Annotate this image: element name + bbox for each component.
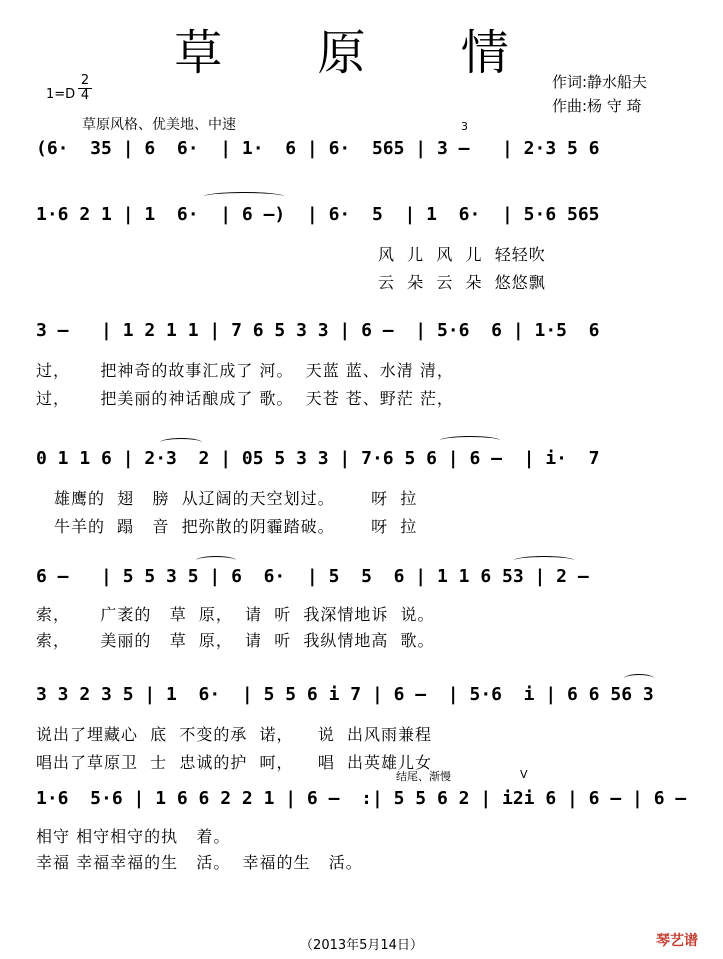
site-logo: 琴艺谱 <box>656 933 698 949</box>
slur <box>204 192 284 201</box>
notes-row-7: 1·6 5·6 | 1 6 6 2 2 1 | 6 – :| 5 5 6 2 | i2i 6 | 6 – | 6 – <box>36 788 687 809</box>
notes-row-2: 1·6 2 1 | 1 6· | 6 –) | 6· 5 | 1 6· | 5·6 565 <box>36 204 600 225</box>
credits <box>552 70 647 118</box>
lyric-row-2-verse-2: 云 朵 云 朵 悠悠飘 <box>378 273 546 292</box>
lyric-row-4-verse-2: 牛羊的 蹋 音 把弥散的阴霾踏破。 呀 拉 <box>54 517 418 536</box>
slur <box>160 438 202 447</box>
lyric-row-2-verse-1: 风 儿 风 儿 轻轻吹 <box>378 245 546 264</box>
slur <box>196 556 236 565</box>
lyric-row-3-verse-2: 过， 把美丽的神话酿成了 歌。 天苍 苍、野茫 茫， <box>36 389 454 408</box>
lyric-row-5-verse-2: 索， 美丽的 草 原， 请 听 我纵情地高 歌。 <box>36 631 435 650</box>
meter-top: 2 <box>80 73 90 88</box>
lyric-row-4-verse-1: 雄鹰的 翅 膀 从辽阔的天空划过。 呀 拉 <box>54 489 418 508</box>
key-signature: 1=D <box>46 87 76 102</box>
lyric-row-6-verse-2: 唱出了草原卫 士 忠诚的护 呵， 唱 出英雄儿女 <box>36 753 433 772</box>
notes-row-5: 6 – | 5 5 3 5 | 6 6· | 5 5 6 | 1 1 6 53 | 2 – <box>36 566 589 587</box>
notes-row-1: (6· 35 | 6 6· | 1· 6 | 6· 565 | 3 – | 2·3 5 6 <box>36 138 600 159</box>
lyric-row-6-verse-1: 说出了埋藏心 底 不变的承 诺， 说 出风雨兼程 <box>36 725 433 744</box>
time-signature <box>78 74 92 103</box>
slur <box>624 674 654 683</box>
composer: 作曲:杨 守 琦 <box>552 97 642 115</box>
meter-bottom: 4 <box>78 88 92 103</box>
ending-marking: 结尾、渐慢 <box>396 770 451 783</box>
lyricist: 作词:静水船夫 <box>552 73 648 91</box>
lyric-row-5-verse-1: 索， 广袤的 草 原， 请 听 我深情地诉 说。 <box>36 605 435 624</box>
slur <box>514 556 574 565</box>
lyric-row-7-verse-2: 幸福 幸福幸福的生 活。 幸福的生 活。 <box>36 853 363 872</box>
song-title: 草 原 情 <box>174 25 549 81</box>
notes-row-4: 0 1 1 6 | 2·3 2 | 05 5 3 3 | 7·6 5 6 | 6 – | i· 7 <box>36 448 600 469</box>
style-marking: 草原风格、优美地、中速 <box>82 117 236 133</box>
notes-row-3: 3 – | 1 2 1 1 | 7 6 5 3 3 | 6 – | 5·6 6 | 1·5 6 <box>36 320 600 341</box>
triplet-mark: 3 <box>461 120 468 133</box>
lyric-row-3-verse-1: 过， 把神奇的故事汇成了 河。 天蓝 蓝、水清 清， <box>36 361 454 380</box>
slur <box>440 436 500 445</box>
lyric-row-7-verse-1: 相守 相守相守的执 着。 <box>36 827 231 846</box>
date-footer: （2013年5月14日） <box>300 938 423 953</box>
breath-mark: V <box>520 768 528 781</box>
notes-row-6: 3 3 2 3 5 | 1 6· | 5 5 6 i 7 | 6 – | 5·6 i | 6 6 56 3 <box>36 684 654 705</box>
